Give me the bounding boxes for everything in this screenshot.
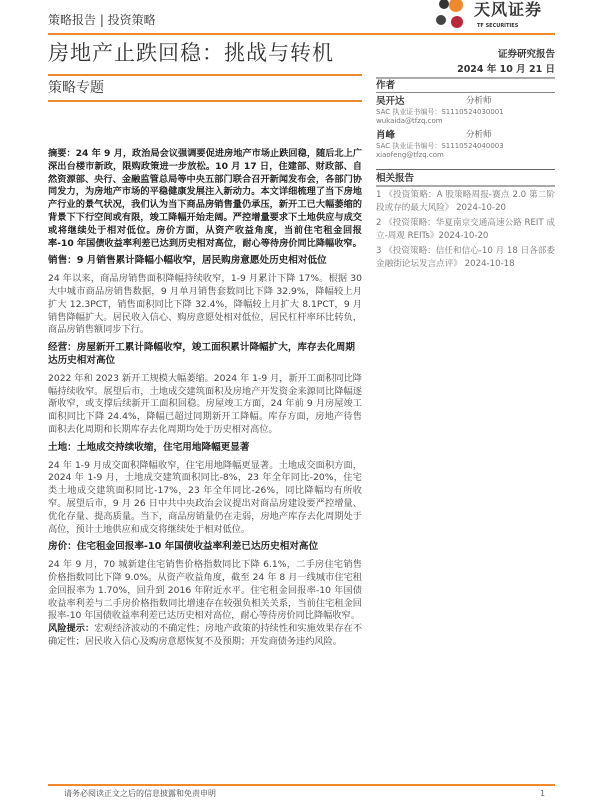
related-report-link[interactable]: 2 《投资策略：华夏南京交通高速公路 REIT 成立-周观 REITs》2024-10-20: [376, 218, 555, 241]
summary-text: 24 年 9 月，政治局会议强调要促进房地产市场止跌回稳，随后北上广深出台楼市新政，限购政策进一步放松。10 月 17 日，住建部、财政部、自然资源部、央行、金融监管总局等中央五部门联合召开新闻发布会，各部门协同发力，为房地产市场的平稳健康发展注入新动力。本文详细梳理了当下房地产行业的景气状况，我们认为当下商品房销售量仍承压，新开工已大幅萎缩的背景下下行空间或有限，竣工降幅开始走阔。严控增量要求下土地供应与成交或将继续处于相对低位。房价方面，从资产收益角度，当前住宅租金回报率-10 年国债收益率利差已达到历史相对高位，耐心等待房价同比降幅收窄。: [48, 148, 362, 249]
page-number: 1: [540, 789, 546, 798]
report-date: 2024 年 10 月 21 日: [457, 64, 555, 75]
section-body: 24 年以来，商品房销售面积降幅持续收窄，1-9 月累计下降 17%。根据 30 大中城市商品房销售数据，9 月单月销售套数同比下降 32.9%，降幅较上月扩大 12.3PCT，销售面积同比下降 32.4%，降幅较上月扩大 8.1PCT，9 月销售降幅扩大。居民收入信心、购房意愿处相对低位，居民杠杆率环比转负，商品房销售额同步下行。: [48, 273, 362, 336]
author-sac: SAC 执业证书编号：S1110524030001: [376, 108, 504, 116]
divider: [376, 77, 555, 79]
divider: [376, 169, 555, 170]
logo-text-cn: 天风证券: [474, 0, 543, 19]
title-divider: [48, 74, 362, 76]
related-report-link[interactable]: 3 《投资策略：信任和信心-10 月 18 日各部委金融街论坛发言点评》 2024-10-18: [376, 246, 555, 269]
divider: [376, 92, 555, 93]
summary-label: 摘要：: [48, 148, 76, 159]
section-heading: 房价：住宅租金回报率-10 年国债收益率利差已达历史相对高位: [48, 541, 319, 553]
report-type: 证券研究报告: [497, 49, 555, 60]
report-category: 策略报告 | 投资策略: [48, 13, 156, 27]
risk-warning: [48, 623, 362, 649]
related-list: [376, 189, 555, 271]
page-subtitle: 策略专题: [48, 80, 104, 96]
section-heading: 土地：土地成交持续收缩，住宅用地降幅更显著: [48, 441, 250, 453]
risk-label: 风险提示：: [48, 623, 95, 635]
author-card: [376, 129, 555, 160]
author-sac: SAC 执业证书编号：S1110524040003: [376, 142, 504, 150]
subtitle-divider: [48, 100, 362, 102]
author-row: [376, 95, 555, 108]
section-body: 24 年 9 月，70 城新建住宅销售价格指数同比下降 6.1%，二手房住宅销售价格指数同比下降 9.0%。从资产收益角度，截至 24 年 8 月一线城市住宅租金回报率为 1.70%，回升到 2016 年附近水平。住宅租金回报率-10 年国债收益率利差与二手房价格指数同比增速存在较强负相关关系，当前住宅租金回报率-10 年国债收益率利差已达历史相对高位，耐心等待房价同比降幅收窄。: [48, 559, 362, 622]
logo-mark-icon: [432, 0, 472, 31]
summary: [48, 148, 362, 250]
authors-heading: 作者: [376, 80, 396, 91]
company-logo: [432, 0, 556, 31]
footer-divider: [48, 784, 555, 786]
related-report-link[interactable]: 1 《投资策略：A 股策略周报-赛点 2.0 第二阶段或存的最大风险》 2024-10-20: [376, 190, 555, 213]
author-name: 吴开达: [376, 96, 405, 107]
related-heading: 相关报告: [376, 173, 415, 184]
author-name: 肖峰: [376, 130, 396, 141]
section-body: 2022 年和 2023 新开工规模大幅萎缩。2024 年 1-9 月，新开工面积同比降幅持续收窄。展望后市，土地成交建筑面积及房地产开发资金来源同比降幅逐渐收窄，或支撑后续新开工面积回稳。房屋竣工方面，24 年前 9 月房屋竣工面积同比下降 24.4%，降幅已超过同期新开工降幅。库存方面，房地产待售面积去化周期和长期库存去化周期均处于历史相对高位。: [48, 372, 362, 435]
author-email[interactable]: wukaida@tfzq.com: [376, 117, 443, 125]
author-role: 分析师: [466, 130, 492, 140]
risk-text: 宏观经济波动的不确定性；房地产政策的持续性和实施效果存在不确定性；居民收入信心及购房意愿恢复不及预期；开发商债务违约风险。: [48, 623, 362, 647]
section-body: 24 年 1-9 月成交面积降幅收窄，住宅用地降幅更显著。土地成交面积方面，2024 年 1-9 月，土地成交建筑面积同比-8%，23 年全年同比-20%，住宅类土地成交建筑面积同比-17%，23 年全年同比-26%，同比降幅均有所收窄。展望后市，9 月 26 日中共中央政治会议提出对商品房建设要严控增量、优化存量、提高质量。当下，商品房销量仍在走弱，房地产库存去化周期处于高位，预计土地供应和成交将继续处于相对低位。: [48, 459, 362, 535]
author-email[interactable]: xiaofeng@tfzq.com: [376, 151, 444, 159]
main-content: [48, 148, 362, 654]
author-row: [376, 129, 555, 142]
divider: [376, 185, 555, 187]
footer-disclaimer: 请务必阅读正文之后的信息披露和免责申明: [64, 789, 216, 798]
header-divider: [48, 33, 555, 35]
author-card: [376, 95, 555, 126]
page-title: 房地产止跌回稳：挑战与转机: [48, 41, 334, 65]
author-role: 分析师: [466, 96, 492, 106]
logo-text-en: TF SECURITIES: [477, 23, 519, 29]
section-heading: 经营：房屋新开工累计降幅收窄，竣工面积累计降幅扩大，库存去化周期达历史相对高位: [48, 342, 355, 366]
section-heading: 销售：9 月销售累计降幅小幅收窄，居民购房意愿处历史相对低位: [48, 255, 327, 267]
